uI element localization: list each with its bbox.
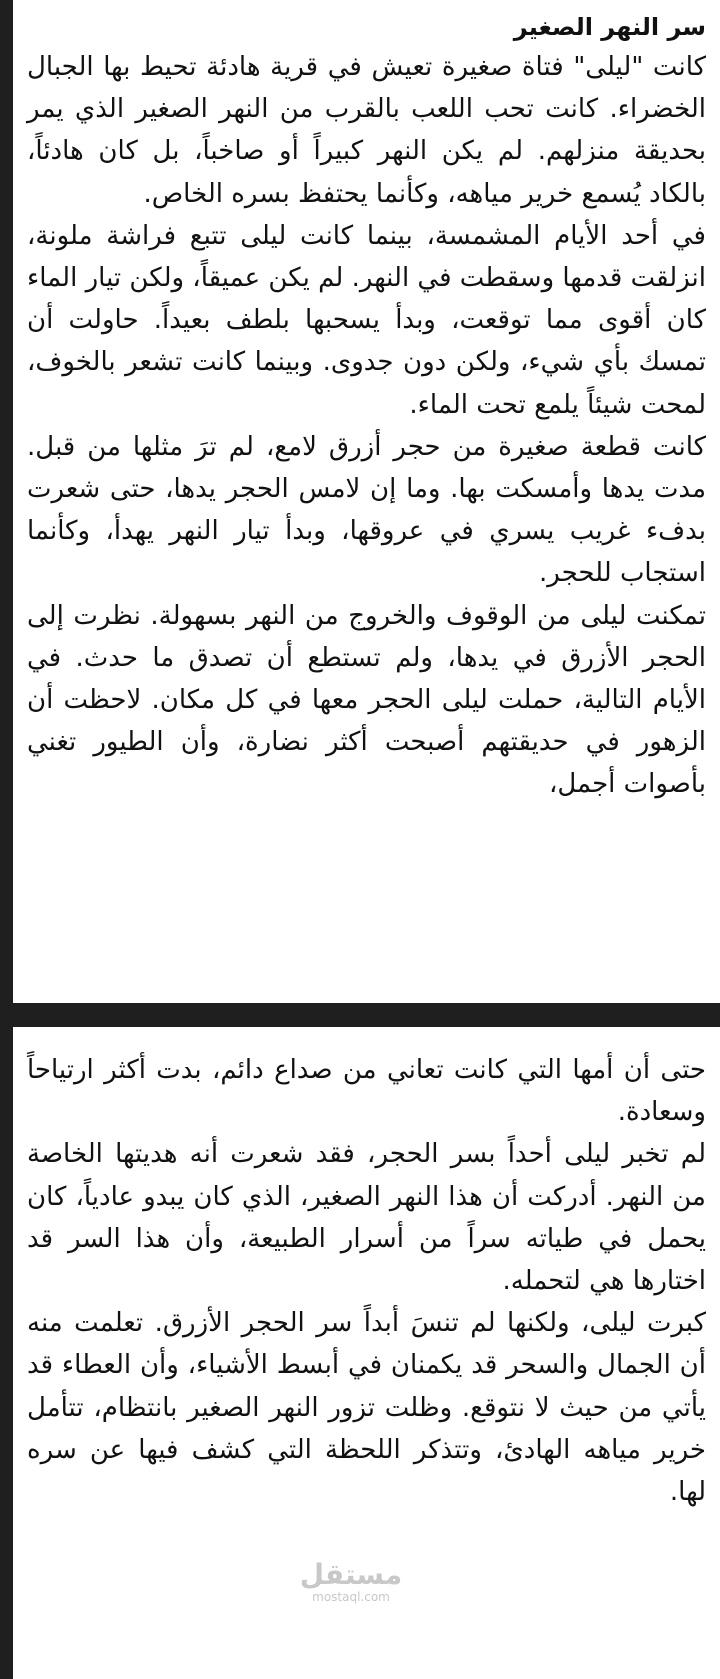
document-page-1 [13, 0, 720, 1003]
story-title: سر النهر الصغير [513, 13, 706, 41]
mostaql-watermark [296, 1560, 406, 1604]
paragraph-5: حتى أن أمها التي كانت تعاني من صداع دائم، بدت أكثر ارتياحاً وسعادة. [27, 1055, 706, 1128]
watermark-name: مستقل [299, 1558, 403, 1591]
paragraph-2: في أحد الأيام المشمسة، بينما كانت ليلى تتبع فراشة ملونة، انزلقت قدمها وسقطت في النهر. لم يكن عميقاً، ولكن تيار الماء كان أقوى مما توقعت، وبدأ يسحبها بلطف بعيداً. حاولت أن تمسك بأي شيء، ولكن دون جدوى. وبينما كانت تشعر بالخوف، لمحت شيئاً يلمع تحت الماء. [27, 220, 706, 420]
paragraph-6: لم تخبر ليلى أحداً بسر الحجر، فقد شعرت أنه هديتها الخاصة من النهر. أدركت أن هذا النهر الصغير، الذي كان يبدو عادياً، كان يحمل في طياته سراً من أسرار الطبيعة، وأن هذا السر قد اختارها هي لتحمله. [27, 1139, 706, 1297]
paragraph-7: كبرت ليلى، ولكنها لم تنسَ أبداً سر الحجر الأزرق. تعلمت منه أن الجمال والسحر قد يكمنان في أبسط الأشياء، وأن العطاء قد يأتي من حيث لا نتوقع. وظلت تزور النهر الصغير بانتظام، تتأمل خرير مياهه الهادئ، وتتذكر اللحظة التي كشف فيها عن سره لها. [27, 1308, 706, 1508]
paragraph-3: كانت قطعة صغيرة من حجر أزرق لامع، لم ترَ مثلها من قبل. مدت يدها وأمسكت بها. وما إن لامس الحجر يدها، حتى شعرت بدفء غريب يسري في عروقها، وبدأ تيار النهر يهدأ، وكأنما استجاب للحجر. [27, 431, 706, 589]
paragraph-4: تمكنت ليلى من الوقوف والخروج من النهر بسهولة. نظرت إلى الحجر الأزرق في يدها، ولم تستطع أن تصدق ما حدث. في الأيام التالية، حملت ليلى الحجر معها في كل مكان. لاحظت أن الزهور في حديقتهم أصبحت أكثر نضارة، وأن الطيور تغني بأصوات أجمل، [27, 600, 706, 800]
watermark-url: mostaql.com [312, 1590, 390, 1604]
paragraph-1: كانت "ليلى" فتاة صغيرة تعيش في قرية هادئة تحيط بها الجبال الخضراء. كانت تحب اللعب بالقرب من النهر الصغير الذي يمر بحديقة منزلهم. لم يكن النهر كبيراً أو صاخباً، بل كان هادئاً، بالكاد يُسمع خرير مياهه، وكأنما يحتفظ بسره الخاص. [27, 52, 706, 209]
